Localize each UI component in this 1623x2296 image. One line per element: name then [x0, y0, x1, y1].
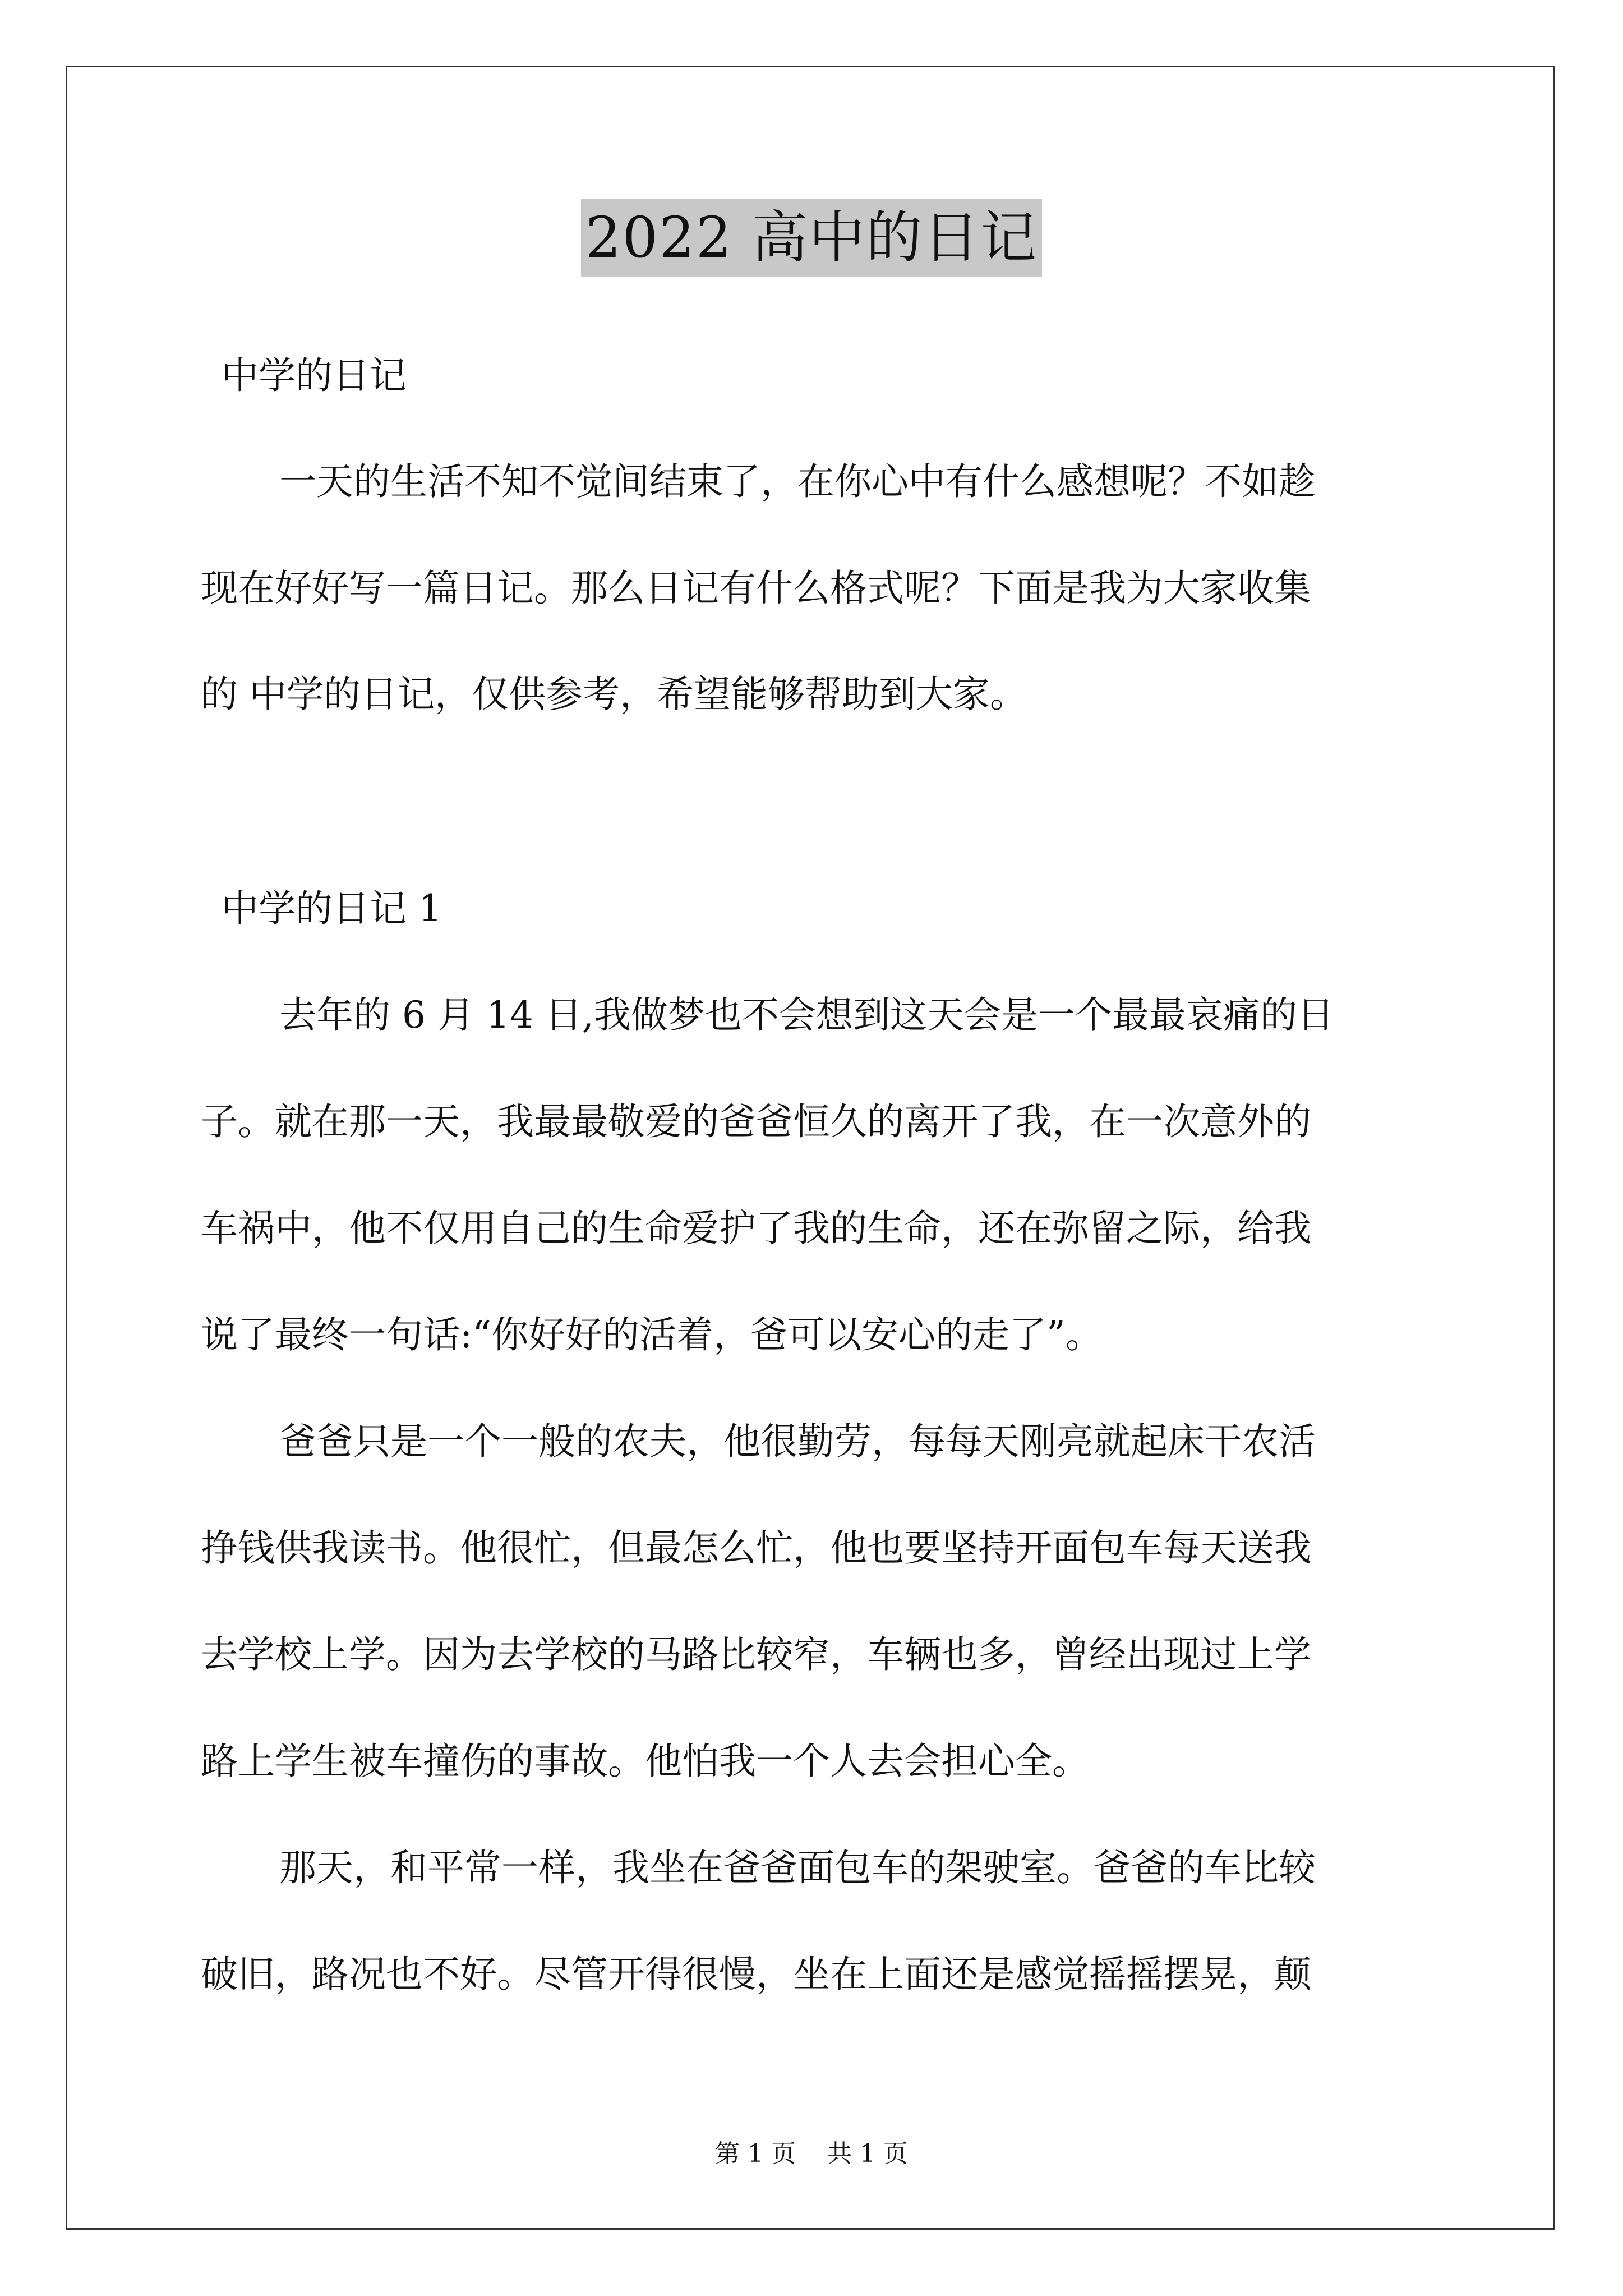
paragraph-line: 去学校上学。因为去学校的马路比较窄，车辆也多，曾经出现过上学 [201, 1633, 1311, 1676]
paragraph-line: 爸爸只是一个一般的农夫，他很勤劳，每每天刚亮就起床干农活 [279, 1420, 1316, 1463]
page-footer: 第 1 页 共 1 页 [715, 2139, 908, 2168]
paragraph-line: 子。就在那一天，我最最敬爱的爸爸恒久的离开了我，在一次意外的 [201, 1100, 1311, 1143]
paragraph-line: 去年的 6 月 14 日,我做梦也不会想到这天会是一个最最哀痛的日 [279, 993, 1334, 1037]
paragraph-line: 挣钱供我读书。他很忙，但最怎么忙，他也要坚持开面包车每天送我 [201, 1526, 1311, 1570]
paragraph-line: 现在好好写一篇日记。那么日记有什么格式呢？下面是我为大家收集 [201, 567, 1311, 610]
paragraph-line: 车祸中，他不仅用自己的生命爱护了我的生命，还在弥留之际，给我 [201, 1207, 1311, 1250]
paragraph-line: 的 中学的日记，仅供参考，希望能够帮助到大家。 [201, 673, 1027, 716]
paragraph-line: 路上学生被车撞伤的事故。他怕我一个人去会担心全。 [201, 1740, 1089, 1783]
paragraph-line: 那天，和平常一样，我坐在爸爸面包车的架驶室。爸爸的车比较 [279, 1846, 1316, 1889]
document-title: 2022 高中的日记 [581, 199, 1042, 277]
title-container [0, 199, 1623, 277]
paragraph-line: 一天的生活不知不觉间结束了，在你心中有什么感想呢？不如趁 [279, 460, 1316, 503]
paragraph-line: 说了最终一句话:“你好好的活着，爸可以安心的走了”。 [201, 1313, 1103, 1356]
paragraph-line: 破旧，路况也不好。尽管开得很慢，坐在上面还是感觉摇摇摆晃，颠 [201, 1953, 1311, 1996]
section-heading: 中学的日记 1 [222, 887, 442, 930]
section-heading: 中学的日记 [222, 354, 407, 397]
